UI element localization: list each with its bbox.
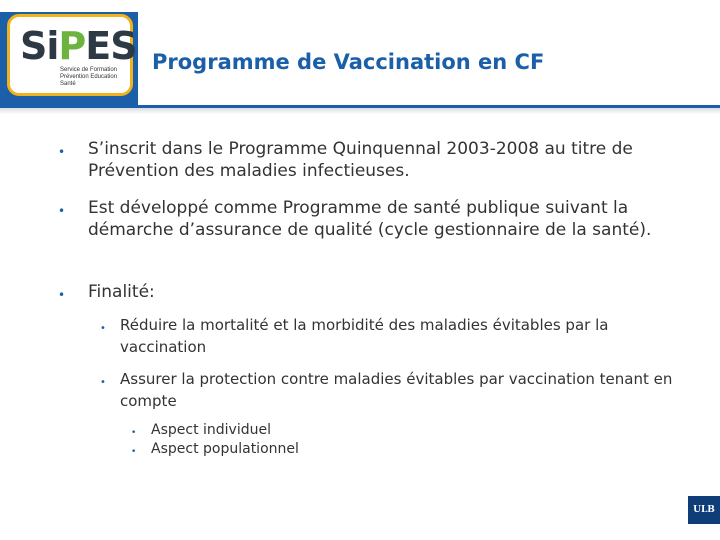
bullet-text: S’inscrit dans le Programme Quinquennal 2003-2008 au titre de Prévention des maladies infectieuses. — [88, 139, 633, 181]
bullet-item — [58, 197, 668, 263]
ulb-logo: ULB — [688, 496, 720, 524]
sub-sub-bullet-item — [131, 440, 431, 459]
sub-sub-bullet-text: Aspect populationnel — [151, 441, 299, 457]
logo-letters-es: ES — [85, 24, 137, 68]
slide-title: Programme de Vaccination en CF — [152, 50, 545, 74]
logo-wordmark — [20, 24, 137, 68]
logo-subtitle: Service de Formation Prévention Education Santé — [60, 67, 118, 87]
sub-bullet-text: Réduire la mortalité et la morbidité des maladies évitables par la vaccination — [120, 316, 609, 356]
bullet-marker: • — [58, 145, 66, 159]
bullet-item — [58, 281, 668, 303]
logo-letter-p: P — [58, 24, 86, 68]
logo-letters-si: Si — [20, 24, 59, 68]
sub-bullet-text: Assurer la protection contre maladies évitables par vaccination tenant en compte — [120, 370, 673, 410]
sub-sub-bullet-item — [131, 421, 431, 440]
bullet-text: Finalité: — [88, 282, 155, 302]
sub-bullet-marker: • — [100, 323, 106, 334]
sipes-logo — [7, 14, 137, 96]
header-shadow — [0, 108, 720, 114]
sub-sub-bullet-marker: • — [131, 447, 137, 457]
sub-bullet-marker: • — [100, 377, 106, 388]
sub-sub-bullet-marker: • — [131, 428, 137, 438]
sub-bullet-item — [100, 314, 680, 358]
sub-bullet-item — [100, 368, 680, 412]
bullet-text: Est développé comme Programme de santé publique suivant la démarche d’assurance de qualité (cycle gestionnaire de la santé). — [88, 198, 652, 240]
slide-header — [0, 0, 720, 108]
sub-sub-bullet-text: Aspect individuel — [151, 422, 271, 438]
bullet-marker: • — [58, 204, 66, 218]
bullet-marker: • — [58, 288, 66, 302]
bullet-item — [58, 138, 668, 182]
